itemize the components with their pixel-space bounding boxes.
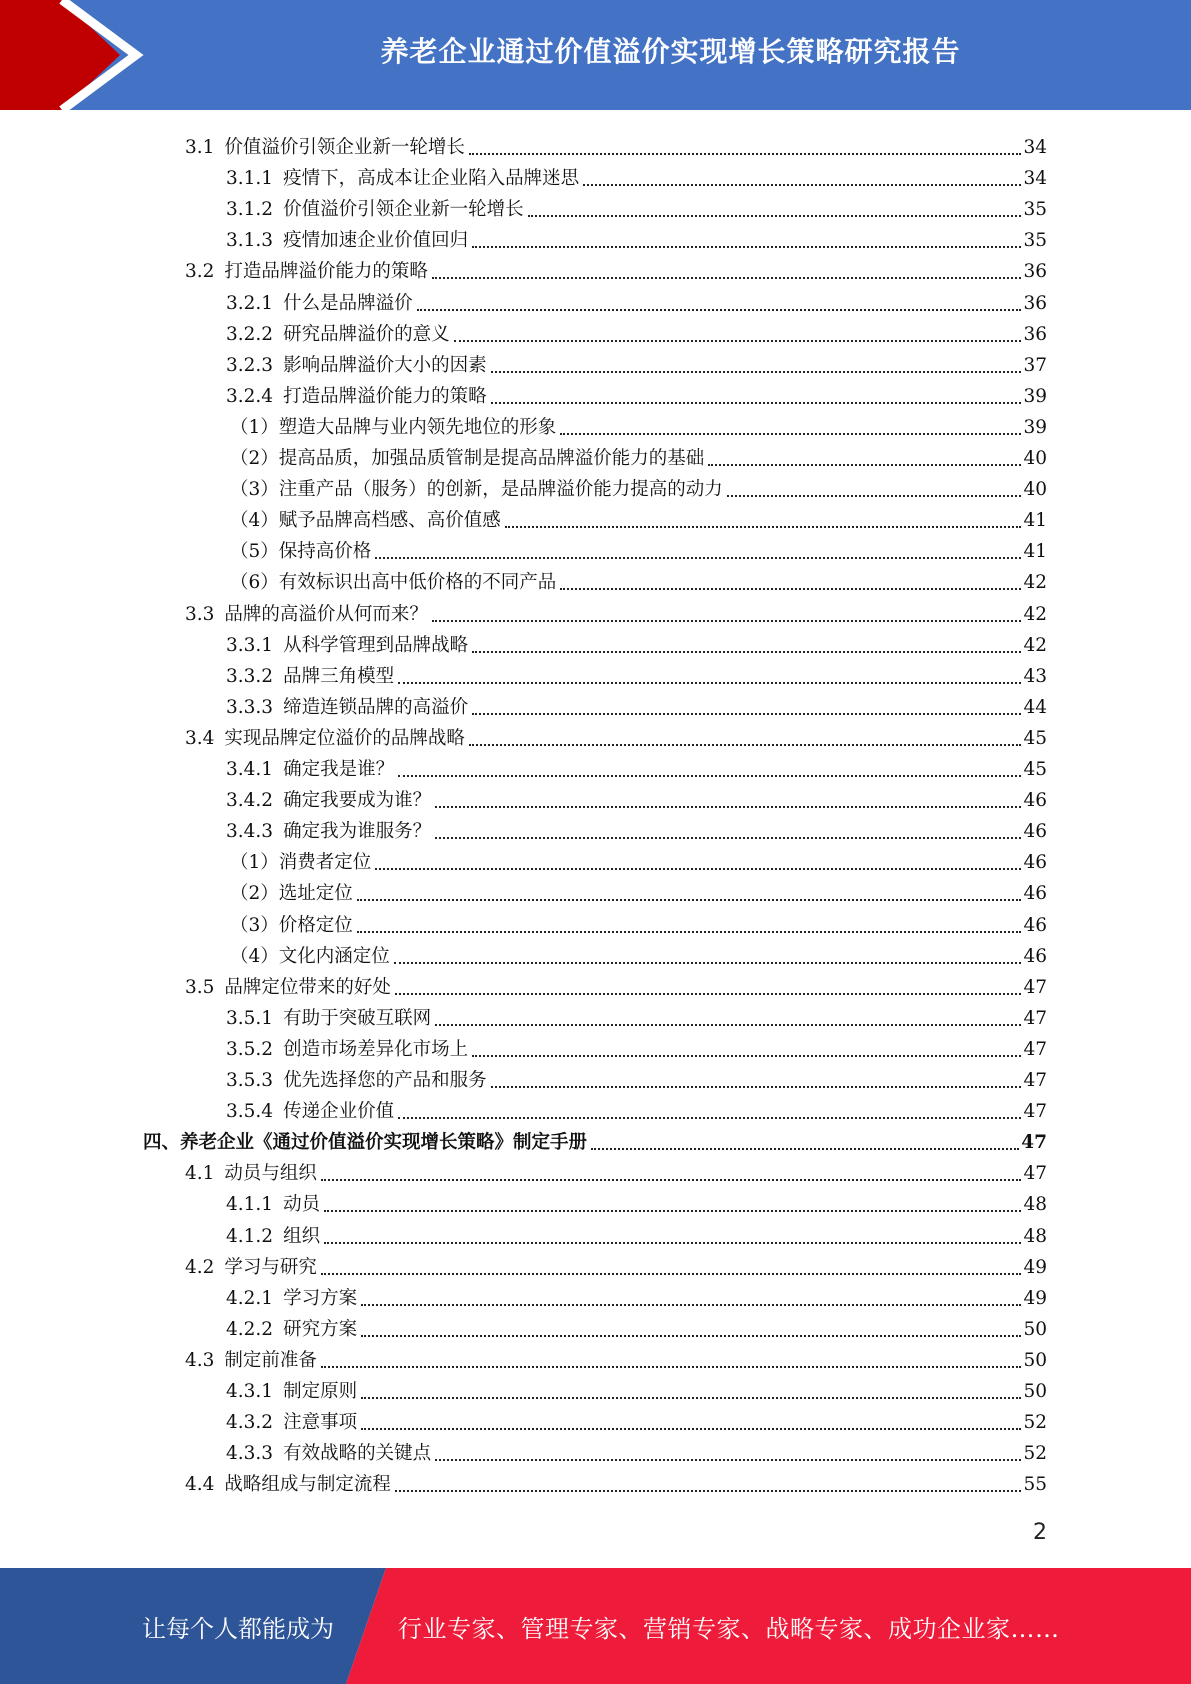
toc-entry-number: 4.2.2 (226, 1318, 274, 1340)
toc-entry[interactable] (226, 1092, 1047, 1123)
toc-entry-number: 3.2 (185, 261, 215, 283)
toc-entry-title: 疫情加速企业价值回归 (283, 230, 469, 252)
toc-entry-number: 3.2.1 (226, 292, 274, 314)
toc-entry-number: 4.2.1 (226, 1287, 274, 1309)
toc-entry[interactable] (185, 1341, 1047, 1372)
toc-entry-page: 39 (1023, 385, 1047, 407)
toc-entry-title: 组织 (283, 1225, 321, 1247)
toc-entry[interactable] (226, 377, 1047, 408)
toc-dot-leader (491, 357, 1022, 373)
toc-dot-leader (357, 917, 1022, 933)
toc-entry-title: 动员与组织 (224, 1163, 317, 1185)
toc-entry-number: 4.3.2 (226, 1412, 274, 1434)
toc-entry-page: 35 (1023, 199, 1047, 221)
toc-entry-page: 49 (1023, 1287, 1047, 1309)
toc-entry[interactable] (230, 532, 1047, 563)
toc-entry-title: 学习与研究 (224, 1256, 317, 1278)
toc-entry-number: 3.3 (185, 603, 215, 625)
toc-entry-number: 3.4.2 (226, 790, 274, 812)
toc-entry-title: 品牌三角模型 (283, 665, 395, 687)
toc-entry-number: （3） (230, 479, 279, 501)
footer-slogan-right: 行业专家、管理专家、营销专家、战略专家、成功企业家…… (398, 1614, 1060, 1643)
toc-entry[interactable] (230, 501, 1047, 532)
toc-entry-title: 确定我要成为谁？ (283, 790, 432, 812)
toc-entry-page: 50 (1023, 1349, 1047, 1371)
toc-dot-leader (435, 823, 1021, 839)
toc-entry-number: （5） (230, 541, 279, 563)
toc-dot-leader (361, 1290, 1021, 1306)
toc-dot-leader (375, 854, 1021, 870)
toc-entry[interactable] (230, 843, 1047, 874)
toc-dot-leader (528, 201, 1022, 217)
toc-entry-number: 3.5 (185, 976, 215, 998)
toc-dot-leader (357, 885, 1022, 901)
toc-dot-leader (398, 668, 1021, 684)
toc-entry-title: 选址定位 (278, 883, 353, 905)
toc-entry-number: 3.1.3 (226, 230, 274, 252)
toc-entry-number: 3.3.2 (226, 665, 274, 687)
toc-dot-leader (432, 606, 1022, 622)
toc-entry[interactable] (226, 1217, 1047, 1248)
toc-entry-page: 36 (1023, 261, 1047, 283)
toc-entry-number: 3.5.1 (226, 1007, 274, 1029)
toc-entry-page: 46 (1023, 790, 1047, 812)
toc-dot-leader (472, 1041, 1021, 1057)
toc-entry-number: 4.3 (185, 1349, 215, 1371)
toc-entry-number: 3.3.3 (226, 696, 274, 718)
toc-entry-title: 养老企业《通过价值溢价实现增长策略》制定手册 (180, 1132, 588, 1154)
toc-entry[interactable] (226, 221, 1047, 252)
toc-entry-title: 消费者定位 (278, 852, 372, 874)
toc-entry[interactable] (226, 812, 1047, 843)
toc-dot-leader (560, 574, 1021, 590)
toc-dot-leader (472, 699, 1021, 715)
toc-dot-leader (375, 543, 1021, 559)
toc-entry[interactable] (185, 719, 1047, 750)
toc-entry-title: 确定我是谁？ (283, 759, 395, 780)
toc-entry-page: 39 (1023, 416, 1047, 438)
toc-entry-page: 55 (1023, 1474, 1047, 1496)
toc-entry-title: 动员 (283, 1194, 321, 1216)
toc-entry-number: （4） (230, 510, 279, 532)
toc-entry[interactable] (226, 1310, 1047, 1341)
toc-entry-page: 46 (1023, 914, 1047, 936)
toc-dot-leader (417, 295, 1022, 311)
toc-entry-page: 47 (1023, 1038, 1047, 1060)
toc-entry-page: 48 (1023, 1194, 1047, 1216)
toc-entry-page: 34 (1023, 168, 1047, 190)
toc-entry-page: 45 (1023, 759, 1047, 780)
toc-dot-leader (472, 232, 1021, 248)
toc-entry-title: 缔造连锁品牌的高溢价 (283, 696, 469, 718)
toc-entry-title: 制定前准备 (224, 1349, 317, 1371)
toc-entry[interactable] (230, 874, 1047, 905)
toc-dot-leader (583, 170, 1021, 186)
toc-entry[interactable] (185, 1248, 1047, 1279)
toc-dot-leader (321, 1165, 1022, 1181)
toc-entry-title: 创造市场差异化市场上 (283, 1038, 469, 1060)
toc-entry[interactable] (185, 968, 1047, 999)
toc-entry-number: 4.4 (185, 1474, 215, 1496)
toc-entry-title: 疫情下，高成本让企业陷入品牌迷思 (283, 168, 580, 190)
toc-entry-number: 3.1.2 (226, 199, 274, 221)
toc-entry-title: 注意事项 (283, 1412, 358, 1434)
toc-entry[interactable] (185, 128, 1047, 159)
toc-dot-leader (432, 263, 1022, 279)
report-title: 养老企业通过价值溢价实现增长策略研究报告 (380, 35, 961, 68)
toc-entry-number: 3.4.1 (226, 759, 274, 780)
toc-entry[interactable] (230, 470, 1047, 501)
toc-dot-leader (505, 512, 1022, 528)
toc-entry-page: 40 (1023, 479, 1047, 501)
toc-entry-page: 50 (1023, 1318, 1047, 1340)
toc-entry-page: 41 (1023, 510, 1047, 532)
toc-dot-leader (708, 450, 1021, 466)
toc-dot-leader (454, 326, 1022, 342)
toc-entry-number: （4） (230, 945, 279, 967)
toc-entry-page: 35 (1023, 230, 1047, 252)
toc-entry[interactable] (226, 750, 1047, 781)
toc-entry-number: 3.3.1 (226, 634, 274, 656)
page-header (0, 0, 1191, 110)
toc-entry-page: 42 (1023, 572, 1047, 594)
toc-entry-page: 40 (1023, 448, 1047, 469)
toc-entry[interactable] (226, 1403, 1047, 1434)
toc-entry[interactable] (226, 346, 1047, 377)
toc-entry-page: 36 (1023, 292, 1047, 314)
toc-entry-title: 学习方案 (283, 1287, 358, 1309)
toc-dot-leader (435, 1445, 1021, 1461)
toc-entry-page: 52 (1023, 1412, 1047, 1434)
toc-entry[interactable] (226, 1372, 1047, 1403)
toc-entry-number: （3） (230, 914, 279, 936)
toc-entry-number: 4.1 (185, 1163, 215, 1185)
toc-entry[interactable] (185, 595, 1047, 626)
toc-entry[interactable] (185, 1465, 1047, 1496)
toc-entry[interactable] (226, 999, 1047, 1030)
toc-entry-number: （2） (230, 448, 279, 469)
toc-entry-title: 研究品牌溢价的意义 (283, 323, 450, 345)
toc-dot-leader (361, 1414, 1021, 1430)
page-footer (0, 1568, 1191, 1684)
toc-entry-number: 3.4.3 (226, 821, 274, 843)
toc-entry-page: 37 (1023, 354, 1047, 376)
toc-entry[interactable] (226, 1061, 1047, 1092)
toc-entry-number: 3.2.3 (226, 354, 274, 376)
toc-entry-number: 4.1.2 (226, 1225, 274, 1247)
toc-entry-title: 保持高价格 (278, 541, 372, 563)
toc-entry-title: 塑造大品牌与业内领先地位的形象 (278, 416, 557, 438)
toc-dot-leader (560, 419, 1021, 435)
toc-entry-title: 文化内涵定位 (278, 945, 390, 967)
toc-dot-leader (324, 1228, 1021, 1244)
toc-entry[interactable] (230, 937, 1047, 968)
toc-entry-page: 44 (1023, 696, 1047, 718)
toc-entry-page: 42 (1023, 634, 1047, 656)
toc-entry-title: 价格定位 (278, 914, 353, 936)
toc-entry-page: 47 (1023, 1007, 1047, 1029)
toc-entry-number: 3.5.3 (226, 1070, 274, 1091)
toc-dot-leader (727, 481, 1022, 497)
toc-entry[interactable] (226, 1279, 1047, 1310)
toc-entry-number: 3.5.2 (226, 1038, 274, 1060)
toc-entry-page: 47 (1023, 1101, 1047, 1123)
toc-entry-title: 确定我为谁服务？ (283, 821, 432, 843)
toc-dot-leader (324, 1196, 1021, 1212)
toc-dot-leader (395, 1476, 1022, 1492)
footer-slogan-left: 让每个人都能成为 (142, 1614, 334, 1643)
toc-dot-leader (398, 1103, 1021, 1119)
toc-entry-number: （2） (230, 883, 279, 905)
toc-dot-leader (398, 761, 1021, 777)
toc-entry[interactable] (226, 781, 1047, 812)
toc-entry-title: 品牌定位带来的好处 (224, 976, 391, 998)
toc-entry-title: 价值溢价引领企业新一轮增长 (224, 137, 465, 158)
toc-entry-number: 3.1 (185, 137, 215, 158)
toc-entry-page: 42 (1023, 603, 1047, 625)
toc-entry-number: 4.1.1 (226, 1194, 274, 1216)
toc-entry-number: 4.3.3 (226, 1443, 274, 1465)
toc-entry-number: 3.4 (185, 727, 215, 749)
toc-entry[interactable] (226, 626, 1047, 657)
toc-entry-number: 4.2 (185, 1256, 215, 1278)
toc-entry-page: 46 (1023, 945, 1047, 967)
toc-entry[interactable] (185, 1154, 1047, 1185)
toc-entry-title: 什么是品牌溢价 (283, 292, 413, 314)
toc-entry-page: 47 (1023, 1163, 1047, 1185)
toc-dot-leader (491, 1072, 1022, 1088)
toc-entry-page: 47 (1021, 1132, 1047, 1154)
toc-entry-page: 43 (1023, 665, 1047, 687)
toc-entry-title: 战略组成与制定流程 (224, 1474, 391, 1496)
toc-dot-leader (394, 948, 1022, 964)
toc-entry-title: 价值溢价引领企业新一轮增长 (283, 199, 524, 221)
toc-dot-leader (361, 1321, 1021, 1337)
toc-entry-title: 传递企业价值 (283, 1101, 395, 1123)
toc-entry-title: 有效标识出高中低价格的不同产品 (278, 572, 557, 594)
toc-entry-title: 有助于突破互联网 (283, 1007, 432, 1029)
toc-entry-page: 36 (1023, 323, 1047, 345)
toc-dot-leader (395, 979, 1022, 995)
toc-entry-title: 打造品牌溢价能力的策略 (224, 261, 428, 283)
toc-dot-leader (591, 1134, 1019, 1150)
toc-entry[interactable] (230, 563, 1047, 594)
toc-entry-page: 47 (1023, 976, 1047, 998)
page-number: 2 (1033, 1520, 1047, 1545)
toc-entry-page: 46 (1023, 821, 1047, 843)
toc-entry-page: 52 (1023, 1443, 1047, 1465)
toc-entry-title: 制定原则 (283, 1381, 358, 1402)
toc-entry-number: 四、 (143, 1132, 181, 1154)
toc-entry[interactable] (226, 688, 1047, 719)
toc-dot-leader (472, 637, 1021, 653)
toc-entry-title: 有效战略的关键点 (283, 1443, 432, 1465)
toc-entry-title: 注重产品（服务）的创新，是品牌溢价能力提高的动力 (278, 479, 723, 501)
toc-entry-number: 3.1.1 (226, 168, 274, 190)
toc-entry-page: 46 (1023, 852, 1047, 874)
toc-entry-number: 3.5.4 (226, 1101, 274, 1123)
toc-entry[interactable] (226, 190, 1047, 221)
toc-dot-leader (491, 388, 1022, 404)
toc-entry[interactable] (226, 159, 1047, 190)
toc-entry-number: 3.2.4 (226, 385, 274, 407)
toc-entry[interactable] (226, 657, 1047, 688)
toc-dot-leader (469, 139, 1022, 155)
header-chevron-icon (0, 0, 160, 110)
toc-entry-title: 打造品牌溢价能力的策略 (283, 385, 487, 407)
toc-entry-page: 50 (1023, 1381, 1047, 1402)
toc-entry[interactable] (226, 1185, 1047, 1216)
toc-entry-title: 影响品牌溢价大小的因素 (283, 354, 487, 376)
toc-entry-number: 4.3.1 (226, 1381, 274, 1402)
toc-entry-number: （6） (230, 572, 279, 594)
toc-entry-number: （1） (230, 852, 279, 874)
toc-entry-title: 优先选择您的产品和服务 (283, 1070, 487, 1091)
toc-dot-leader (361, 1383, 1021, 1399)
toc-entry-title: 赋予品牌高档感、高价值感 (278, 510, 501, 532)
toc-dot-leader (469, 730, 1022, 746)
toc-entry-title: 提高品质，加强品质管制是提高品牌溢价能力的基础 (278, 448, 705, 469)
toc-entry-number: 3.2.2 (226, 323, 274, 345)
toc-entry-page: 41 (1023, 541, 1047, 563)
toc-entry-page: 46 (1023, 883, 1047, 905)
toc-dot-leader (321, 1259, 1022, 1275)
toc-entry-page: 49 (1023, 1256, 1047, 1278)
toc-entry-number: （1） (230, 416, 279, 438)
toc-entry-page: 45 (1023, 727, 1047, 749)
toc-entry[interactable] (185, 252, 1047, 283)
toc-dot-leader (435, 792, 1021, 808)
toc-entry[interactable] (226, 1434, 1047, 1465)
toc-dot-leader (435, 1010, 1021, 1026)
toc-entry[interactable] (230, 408, 1047, 439)
toc-entry[interactable] (143, 1123, 1047, 1154)
toc-entry[interactable] (226, 315, 1047, 346)
toc-entry[interactable] (230, 906, 1047, 937)
toc-entry-title: 研究方案 (283, 1318, 358, 1340)
toc-dot-leader (321, 1352, 1022, 1368)
toc-entry-page: 34 (1023, 137, 1047, 158)
toc-entry-title: 品牌的高溢价从何而来？ (224, 603, 428, 625)
toc-entry[interactable] (226, 284, 1047, 315)
toc-entry-title: 从科学管理到品牌战略 (283, 634, 469, 656)
toc-entry-page: 48 (1023, 1225, 1047, 1247)
toc-entry[interactable] (230, 439, 1047, 470)
toc-entry-title: 实现品牌定位溢价的品牌战略 (224, 727, 465, 749)
toc-entry-page: 47 (1023, 1070, 1047, 1091)
toc-entry[interactable] (226, 1030, 1047, 1061)
